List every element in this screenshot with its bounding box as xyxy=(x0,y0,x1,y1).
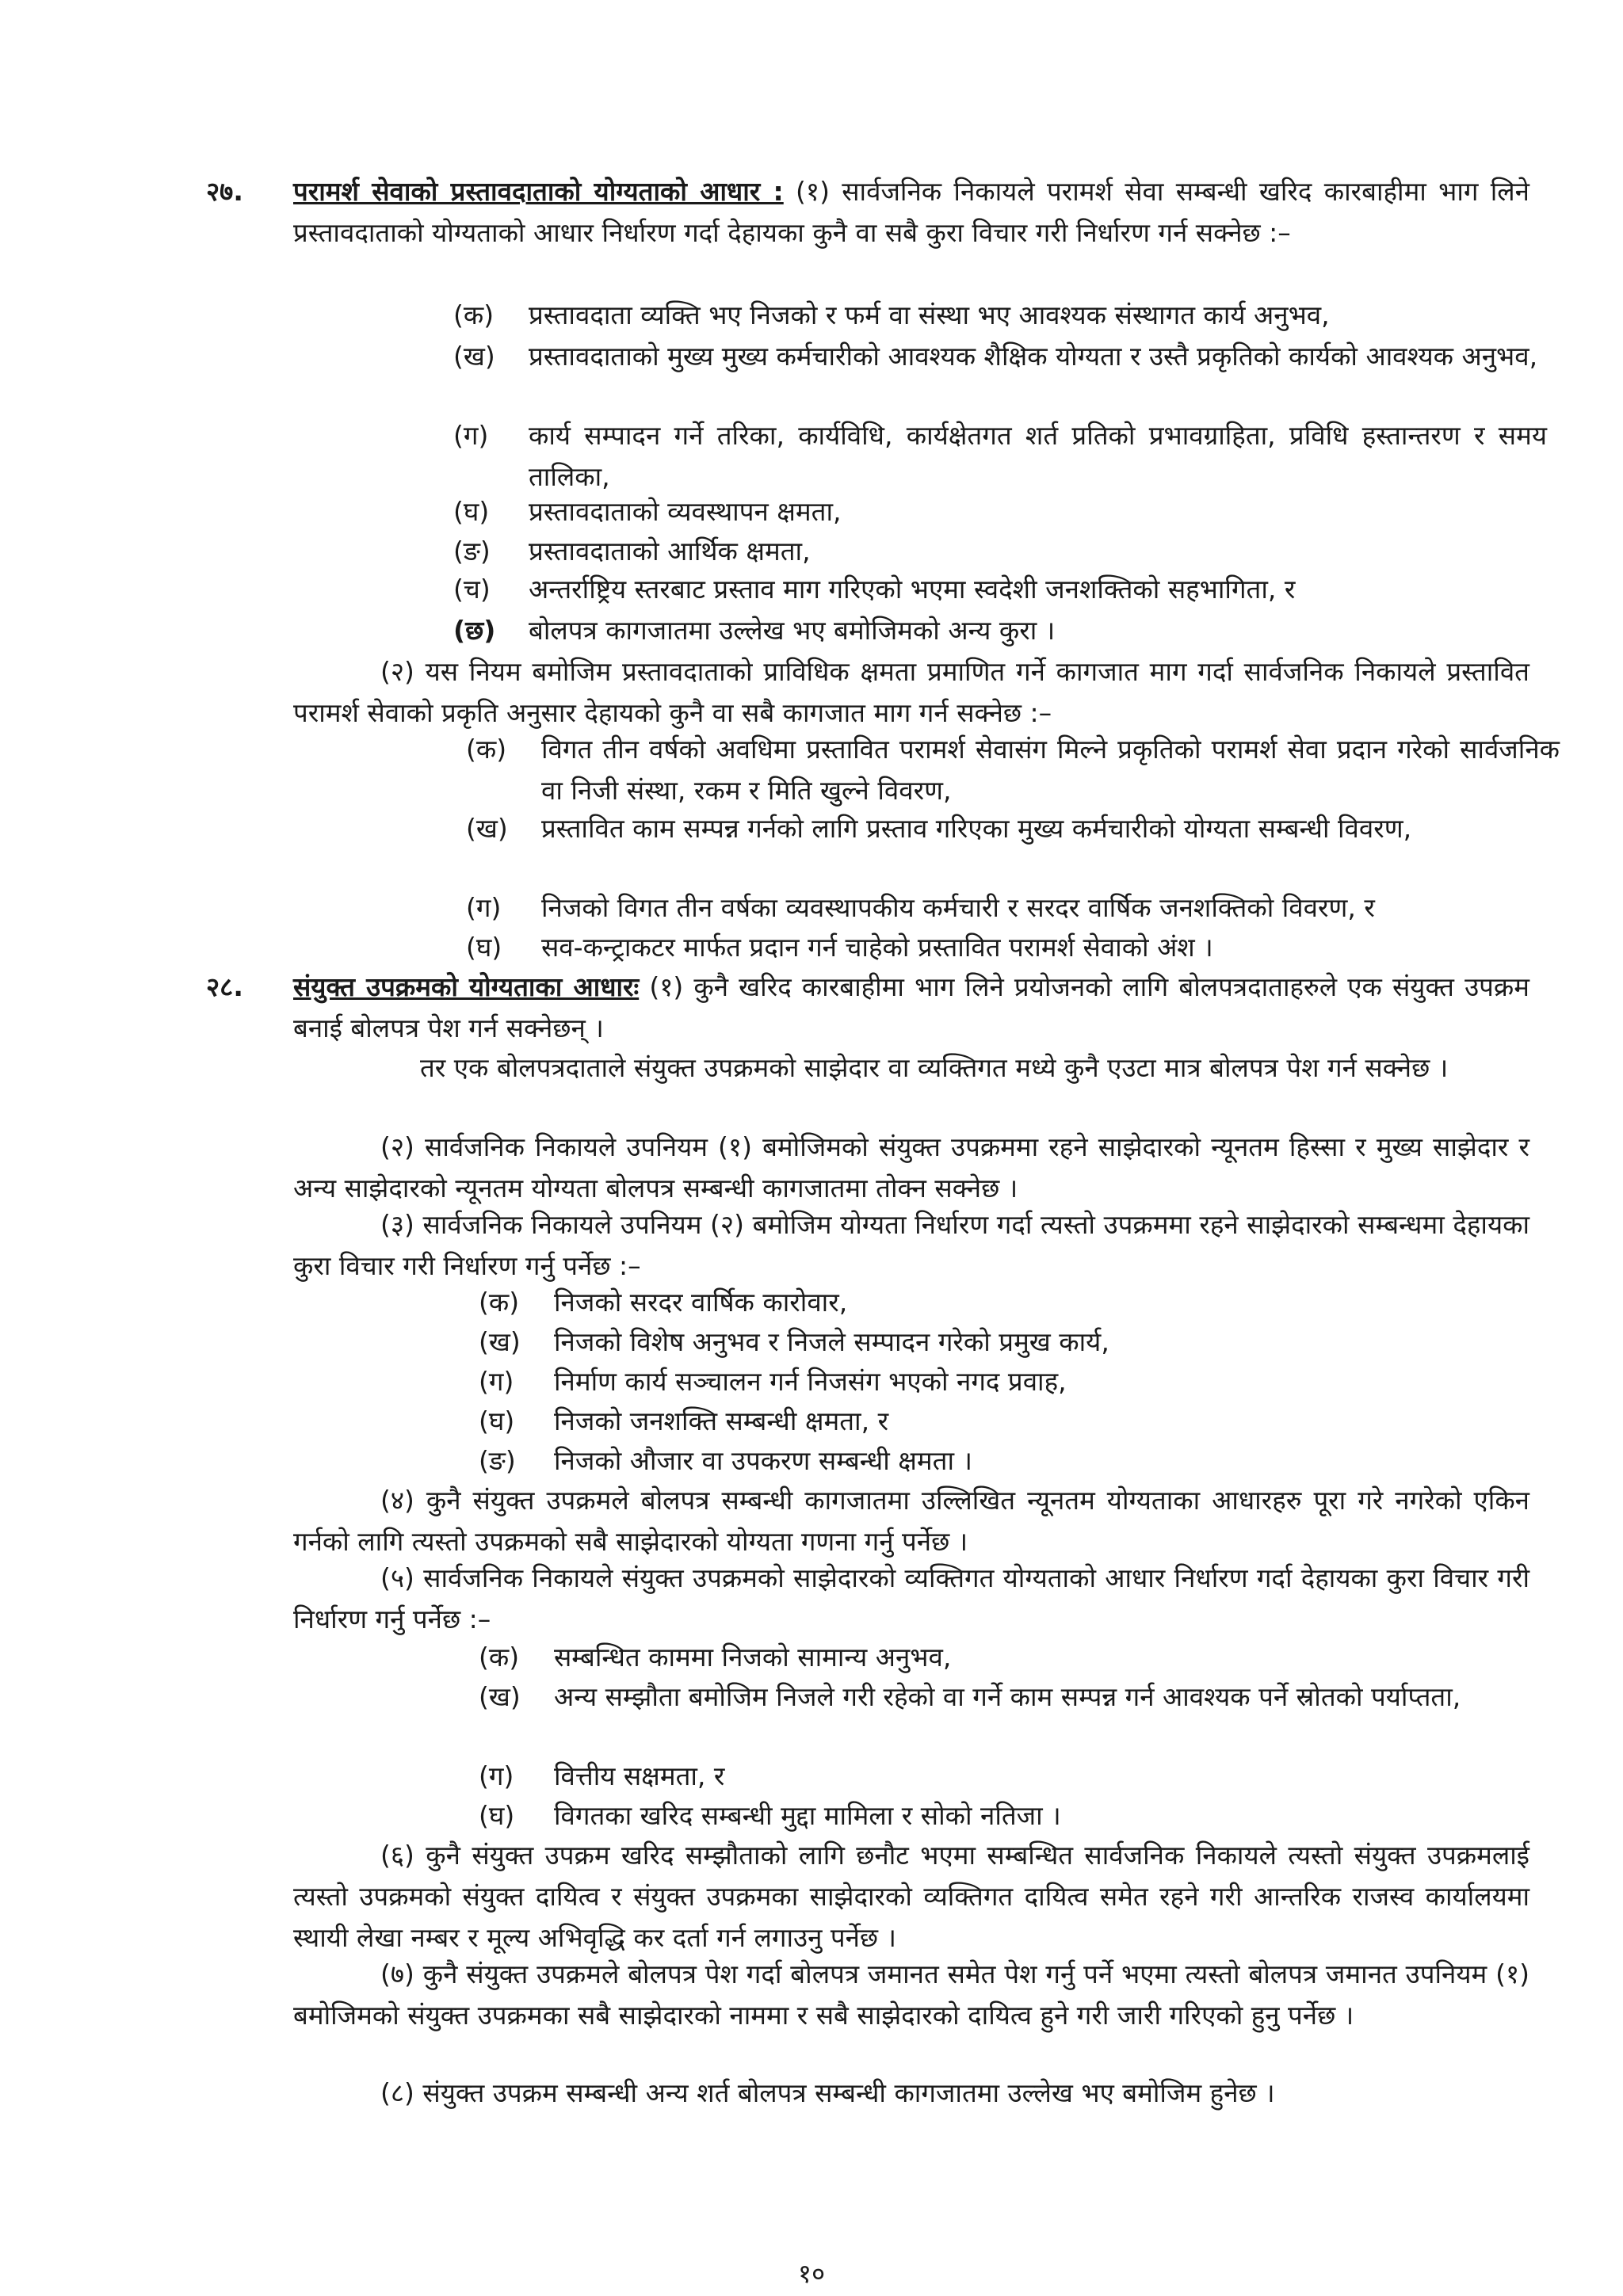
list-item xyxy=(479,1401,1572,1442)
list-marker: (ख) xyxy=(453,341,495,372)
list-item xyxy=(466,729,1560,811)
section-28-subrule-3: (३) सार्वजनिक निकायले उपनियम (२) बमोजिम योग्यता निर्धारण गर्दा त्यस्तो उपक्रममा रहने साझेदारको सम्बन्धमा देहायका कुरा विचार गरी निर्धारण गर्नु पर्नेछ :– xyxy=(293,1209,1529,1281)
list-marker: (घ) xyxy=(479,1800,515,1831)
list-item-text: निजको सरदर वार्षिक कारोवार, xyxy=(554,1287,848,1318)
list-item-text: निजको औजार वा उपकरण सम्बन्धी क्षमता । xyxy=(554,1445,973,1476)
list-marker: (ङ) xyxy=(453,536,491,566)
page-number: १० xyxy=(797,2258,826,2289)
list-marker: (घ) xyxy=(479,1405,515,1436)
list-item xyxy=(466,927,1560,968)
list-item xyxy=(479,1440,1572,1482)
section-28-subrule-2: (२) सार्वजनिक निकायले उपनियम (१) बमोजिमको संयुक्त उपक्रममा रहने साझेदारको न्यूनतम हिस्सा र मुख्य साझेदार र अन्य साझेदारको न्यूनतम योग्यता बोलपत्र सम्बन्धी कागजातमा तोक्न सक्नेछ । xyxy=(293,1131,1529,1203)
list-marker: (क) xyxy=(466,734,507,765)
section-28-subrule-8: (८) संयुक्त उपक्रम सम्बन्धी अन्य शर्त बोलपत्र सम्बन्धी कागजातमा उल्लेख भए बमोजिम हुनेछ । xyxy=(380,2077,1275,2108)
section-28-subrule-6: (६) कुनै संयुक्त उपक्रम खरिद सम्झौताको लागि छनौट भएमा सम्बन्धित सार्वजनिक निकायले त्यस्तो संयुक्त उपक्रमलाई त्यस्तो उपक्रमको संयुक्त दायित्व र संयुक्त उपक्रमका साझेदारको व्यक्तिगत दायित्व समेत रहने गरी आन्तरिक राजस्व कार्यालयमा स्थायी लेखा नम्बर र मूल्य अभिवृद्धि कर दर्ता गर्न लगाउनु पर्नेछ । xyxy=(293,1840,1529,1953)
list-item xyxy=(479,1322,1572,1363)
list-marker: (ख) xyxy=(466,813,508,844)
list-item-text: सम्बन्धित काममा निजको सामान्य अनुभव, xyxy=(554,1642,952,1672)
list-item-text: निजको जनशक्ति सम्बन्धी क्षमता, र xyxy=(554,1405,889,1436)
list-item xyxy=(453,531,1547,572)
list-item-text: निर्माण कार्य सञ्चालन गर्न निजसंग भएको नगद प्रवाह, xyxy=(554,1366,1067,1397)
section-number-27: २७. xyxy=(206,176,243,207)
list-item xyxy=(453,295,1547,336)
list-item-text: प्रस्तावदाताको आर्थिक क्षमता, xyxy=(529,536,811,566)
section-27-intro-text: (१) सार्वजनिक निकायले परामर्श सेवा सम्बन्धी खरिद कारबाहीमा भाग लिने प्रस्तावदाताको योग्यताको आधार निर्धारण गर्दा देहायका कुनै वा सबै कुरा विचार गरी निर्धारण गर्न सक्नेछ :– xyxy=(293,176,1529,248)
section-28-intro xyxy=(293,967,1529,1049)
list-marker: (घ) xyxy=(466,932,502,963)
section-28-subrule-4: (४) कुनै संयुक्त उपक्रमले बोलपत्र सम्बन्धी कागजातमा उल्लिखित न्यूनतम योग्यताका आधारहरु पूरा गरे नगरेको एकिन गर्नको लागि त्यस्तो उपक्रमको सबै साझेदारको योग्यता गणना गर्नु पर्नेछ । xyxy=(293,1485,1529,1557)
section-28-proviso: तर एक बोलपत्रदाताले संयुक्त उपक्रमको साझेदार वा व्यक्तिगत मध्ये कुनै एउटा मात्र बोलपत्र पेश गर्न सक्नेछ । xyxy=(420,1052,1449,1083)
list-item-text: प्रस्तावित काम सम्पन्न गर्नको लागि प्रस्ताव गरिएका मुख्य कर्मचारीको योग्यता सम्बन्धी विवरण, xyxy=(541,813,1412,844)
list-item xyxy=(479,1795,1572,1836)
list-marker: (क) xyxy=(479,1287,520,1318)
section-27-intro xyxy=(293,171,1529,254)
section-28-subrule-7: (७) कुनै संयुक्त उपक्रमले बोलपत्र पेश गर्दा बोलपत्र जमानत समेत पेश गर्नु पर्ने भएमा त्यस्तो बोलपत्र जमानत उपनियम (१) बमोजिमको संयुक्त उपक्रमका सबै साझेदारको नाममा र सबै साझेदारको दायित्व हुने गरी जारी गरिएको हुनु पर्नेछ । xyxy=(293,1958,1529,2031)
list-marker: (घ) xyxy=(453,496,490,527)
section-number-28: २८. xyxy=(206,971,243,1002)
list-marker: (क) xyxy=(453,299,495,330)
list-item xyxy=(479,1361,1572,1402)
list-item-text: विगत तीन वर्षको अवधिमा प्रस्तावित परामर्श सेवासंग मिल्ने प्रकृतिको परामर्श सेवा प्रदान गरेको सार्वजनिक वा निजी संस्था, रकम र मिति खुल्ने विवरण, xyxy=(541,734,1560,806)
section-28-intro-text: (१) कुनै खरिद कारबाहीमा भाग लिने प्रयोजनको लागि बोलपत्रदाताहरुले एक संयुक्त उपक्रम बनाई बोलपत्र पेश गर्न सक्नेछन् । xyxy=(293,971,1529,1043)
list-item-text: सव-कन्ट्राकटर मार्फत प्रदान गर्न चाहेको प्रस्तावित परामर्श सेवाको अंश । xyxy=(541,932,1213,963)
list-marker: (ख) xyxy=(479,1681,521,1712)
list-item-text: विगतका खरिद सम्बन्धी मुद्दा मामिला र सोको नतिजा । xyxy=(554,1800,1061,1831)
list-item xyxy=(479,1676,1572,1718)
list-item-text: कार्य सम्पादन गर्ने तरिका, कार्यविधि, कार्यक्षेतगत शर्त प्रतिको प्रभावग्राहिता, प्रविधि हस्तान्तरण र समय तालिका, xyxy=(529,420,1547,492)
section-28-heading: संयुक्त उपक्रमको योग्यताका आधारः xyxy=(293,971,640,1002)
list-item-text: निजको विगत तीन वर्षका व्यवस्थापकीय कर्मचारी र सरदर वार्षिक जनशक्तिको विवरण, र xyxy=(541,892,1375,923)
list-marker: (ख) xyxy=(479,1326,521,1357)
section-27-subrule-2: (२) यस नियम बमोजिम प्रस्तावदाताको प्राविधिक क्षमता प्रमाणित गर्ने कागजात माग गर्दा सार्वजनिक निकायले प्रस्तावित परामर्श सेवाको प्रकृति अनुसार देहायको कुनै वा सबै कागजात माग गर्न सक्नेछ :– xyxy=(293,656,1529,728)
list-marker: (ग) xyxy=(453,420,489,451)
list-item xyxy=(466,887,1560,929)
list-item-text: बोलपत्र कागजातमा उल्लेख भए बमोजिमको अन्य कुरा । xyxy=(529,615,1056,646)
section-28-subrule-5: (५) सार्वजनिक निकायले संयुक्त उपक्रमको साझेदारको व्यक्तिगत योग्यताको आधार निर्धारण गर्दा देहायका कुरा विचार गरी निर्धारण गर्नु पर्नेछ :– xyxy=(293,1562,1529,1634)
list-item xyxy=(453,569,1547,610)
list-marker: (ग) xyxy=(479,1760,514,1791)
list-item-text: प्रस्तावदाता व्यक्ति भए निजको र फर्म वा संस्था भए आवश्यक संस्थागत कार्य अनुभव, xyxy=(529,299,1330,330)
list-marker: (क) xyxy=(479,1642,520,1672)
list-marker: (छ) xyxy=(453,615,496,646)
list-item-text: निजको विशेष अनुभव र निजले सम्पादन गरेको प्रमुख कार्य, xyxy=(554,1326,1109,1357)
list-item-text: वित्तीय सक्षमता, र xyxy=(554,1760,725,1791)
list-item-text: अन्य सम्झौता बमोजिम निजले गरी रहेको वा गर्ने काम सम्पन्न गर्न आवश्यक पर्ने स्रोतको पर्याप्तता, xyxy=(554,1681,1461,1712)
list-item xyxy=(479,1282,1572,1323)
list-item-text: प्रस्तावदाताको व्यवस्थापन क्षमता, xyxy=(529,496,842,527)
list-item-text: अन्तर्राष्ट्रिय स्तरबाट प्रस्ताव माग गरिएको भएमा स्वदेशी जनशक्तिको सहभागिता, र xyxy=(529,574,1296,605)
list-item xyxy=(453,610,1547,651)
list-marker: (ग) xyxy=(466,892,502,923)
list-item xyxy=(479,1637,1572,1678)
section-27-heading: परामर्श सेवाको प्रस्तावदाताको योग्यताको आधार : xyxy=(293,176,784,207)
list-item xyxy=(453,491,1547,532)
list-marker: (ङ) xyxy=(479,1445,516,1476)
list-item xyxy=(479,1756,1572,1797)
list-item xyxy=(453,336,1547,377)
list-marker: (च) xyxy=(453,574,491,605)
list-item-text: प्रस्तावदाताको मुख्य मुख्य कर्मचारीको आवश्यक शैक्षिक योग्यता र उस्तै प्रकृतिको कार्यको आवश्यक अनुभव, xyxy=(529,341,1538,372)
list-marker: (ग) xyxy=(479,1366,514,1397)
list-item xyxy=(453,415,1547,498)
list-item xyxy=(466,808,1560,849)
